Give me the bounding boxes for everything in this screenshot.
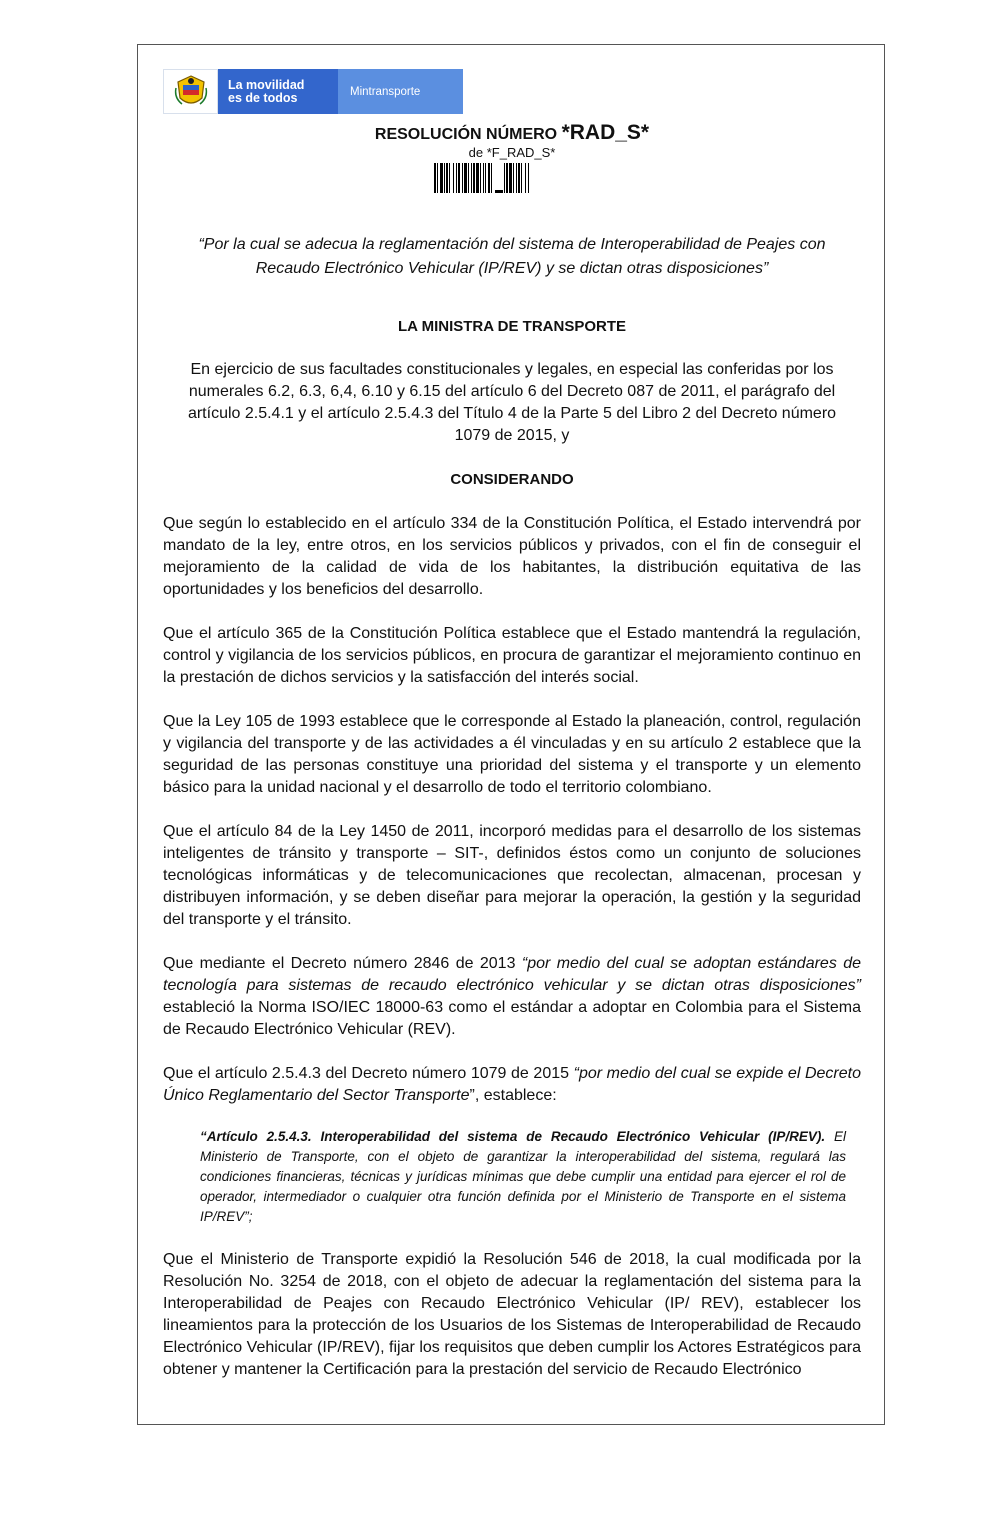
authority-heading: LA MINISTRA DE TRANSPORTE — [397, 318, 627, 335]
resolution-date: de *F_RAD_S* — [468, 145, 556, 160]
paragraph-6 — [163, 1063, 861, 1107]
considering-heading: CONSIDERANDO — [450, 471, 574, 488]
paragraph-6-text-a: Que el artículo 2.5.4.3 del Decreto número 1079 de 2015 — [163, 1065, 574, 1082]
paragraph-3: Que la Ley 105 de 1993 establece que le corresponde al Estado la planeación, control, regulación y vigilancia del transporte y de las actividades a él vinculadas y en su artículo 2 establece que la seguridad de las personas constituye una prioridad del sistema y el transporte y un elemento básico para la unidad nacional y el desarrollo de todo el territorio colombiano. — [163, 713, 861, 796]
barcode-bar — [495, 190, 503, 193]
resolution-number: *RAD_S* — [561, 121, 650, 144]
coat-of-arms-icon — [163, 69, 218, 114]
slogan-block — [218, 69, 338, 114]
paragraph-5-text-a: Que mediante el Decreto número 2846 de 2013 — [163, 955, 522, 972]
resolution-title-text: RESOLUCIÓN NÚMERO — [374, 126, 558, 143]
document-page — [137, 44, 885, 1425]
ministry-brand — [338, 69, 463, 114]
barcode-bar — [492, 163, 495, 193]
article-quote — [200, 1127, 846, 1227]
paragraph-7: Que el Ministerio de Transporte expidió la Resolución 546 de 2018, la cual modificada por la Resolución No. 3254 de 2018, con el objeto de adecuar la reglamentación del sistema para la Interoperabilidad de Peajes con Recaudo Electrónico Vehicular (IP/ REV), establecer los lineamientos para la protección de los Usuarios de los Sistemas de Interoperabilidad de Recaudo Electrónico Vehicular (IP/REV), fijar los requisitos que deben cumplir los Actores Estratégicos para obtener y mantener la Certificación para la prestación del servicio de Recaudo Electrónico — [163, 1251, 861, 1378]
paragraph-1: Que según lo establecido en el artículo 334 de la Constitución Política, el Estado intervendrá por mandato de la ley, entre otros, en los servicios públicos y privados, con el fin de conseguir el mejoramiento de la calidad de vida de los habitantes, la distribución equitativa de las oportunidades y los beneficios del desarrollo. — [163, 515, 861, 598]
barcode-bar — [529, 163, 530, 193]
ministry-label: Mintransporte — [350, 85, 421, 98]
paragraph-6-decree-title: “por medio del cual se expide el Decreto Único Reglamentario del Sector Transporte — [163, 1065, 862, 1104]
slogan-line-2: es de todos — [228, 90, 298, 105]
paragraph-6-text-c: ”, establece: — [469, 1087, 557, 1104]
article-quote-heading: “Artículo 2.5.4.3. Interoperabilidad del sistema de Recaudo Electrónico Vehicular (IP/REV). — [200, 1129, 826, 1144]
paragraph-2: Que el artículo 365 de la Constitución Política establece que el Estado mantendrá la regulación, control y vigilancia de los servicios públicos, en procura de garantizar el mejoramiento continuo en la prestación de dichos servicios y la satisfacción del interés social. — [163, 625, 861, 686]
article-quote-body: El Ministerio de Transporte, con el objeto de garantizar la interoperabilidad del sistema, regulará las condiciones financieras, técnicas y jurídicas mínimas que debe cumplir una entidad para ejercer el rol de operador, intermediador o cualquier otra función definida por el Ministerio de Transporte en el sistema IP/REV”; — [200, 1129, 846, 1224]
paragraph-4: Que el artículo 84 de la Ley 1450 de 2011, incorporó medidas para el desarrollo de los sistemas inteligentes de tránsito y transporte – SIT-, definidos éstos como un conjunto de soluciones tecnológicas informáticas y de telecomunicaciones que recolectan, almacenan, procesan y distribuyen información, y se deben diseñar para mejorar la operación, la gestión y la seguridad del transporte y el tránsito. — [163, 823, 861, 928]
resolution-title — [138, 121, 886, 145]
paragraph-5-decree-title: “por medio del cual se adoptan estándares de tecnología para sistemas de recaudo electrónico vehicular y se dictan otras disposiciones” — [163, 955, 862, 994]
resolution-subject: “Por la cual se adecua la reglamentación del sistema de Interoperabilidad de Peajes con Recaudo Electrónico Vehicular (IP/REV) y se dictan otras disposiciones” — [198, 236, 826, 277]
powers-paragraph: En ejercicio de sus facultades constitucionales y legales, en especial las conferidas por los numerales 6.2, 6.3, 6,4, 6.10 y 6.15 del artículo 6 del Decreto 087 de 2011, el parágrafo del artículo 2.5.4.1 y el artículo 2.5.4.3 del Título 4 de la Parte 5 del Libro 2 del Decreto número 1079 de 2015, y — [187, 361, 837, 444]
barcode — [434, 163, 590, 193]
paragraph-5-text-c: estableció la Norma ISO/IEC 18000-63 como el estándar a adoptar en Colombia para el Sistema de Recaudo Electrónico Vehicular (REV). — [163, 999, 861, 1038]
paragraph-5 — [163, 953, 861, 1041]
header-logo — [163, 69, 463, 114]
slogan-line-1: La movilidad — [228, 77, 305, 92]
